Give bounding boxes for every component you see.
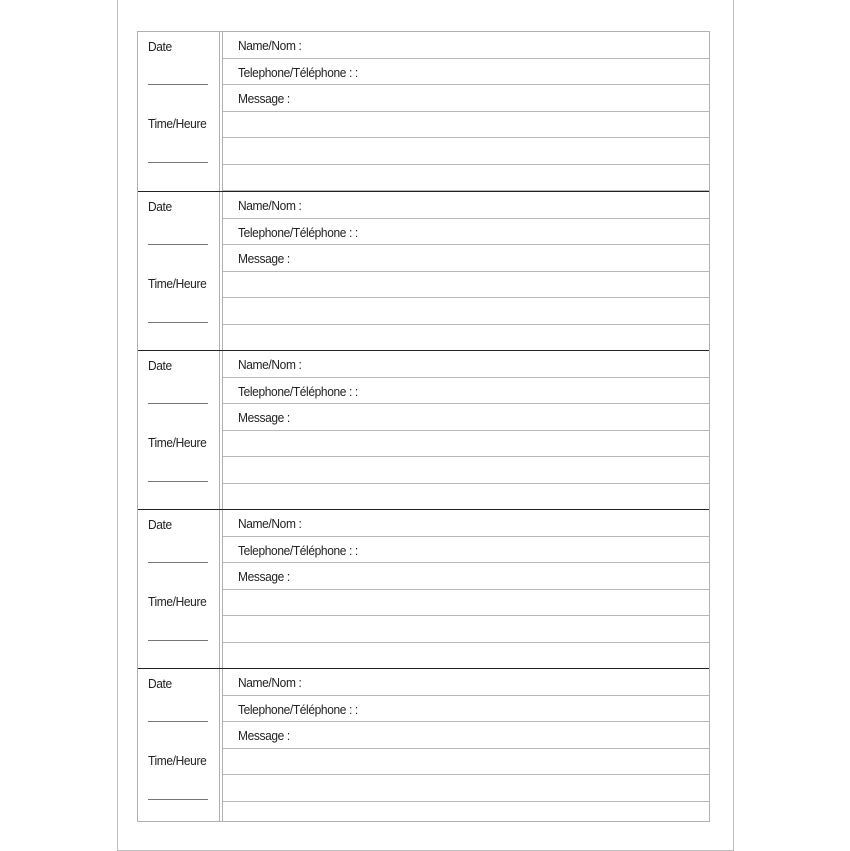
date-field[interactable] [148,84,208,85]
message-line[interactable] [223,590,709,617]
phone-label: Telephone/Téléphone : : [238,224,358,240]
message-line[interactable] [223,484,709,511]
date-time-column [138,192,219,351]
phone-field[interactable] [223,378,709,405]
time-label: Time/Heure [148,753,207,768]
date-field[interactable] [148,244,208,245]
message-field[interactable] [223,722,709,749]
time-field[interactable] [148,322,208,323]
time-field[interactable] [148,640,208,641]
message-line[interactable] [223,272,709,299]
message-entry [138,191,709,351]
message-line[interactable] [223,298,709,325]
phone-field[interactable] [223,219,709,246]
name-field[interactable] [223,32,709,59]
message-label: Message : [238,251,290,266]
message-line[interactable] [223,138,709,165]
name-field[interactable] [223,510,709,537]
message-entry [138,350,709,510]
date-field[interactable] [148,721,208,722]
message-line[interactable] [223,643,709,670]
name-field[interactable] [223,192,709,219]
date-field[interactable] [148,403,208,404]
date-label: Date [148,39,172,54]
phone-field[interactable] [223,696,709,723]
date-time-column [138,32,219,191]
phone-field[interactable] [223,59,709,86]
name-label: Name/Nom : [238,198,302,213]
date-label: Date [148,199,172,214]
message-entry [138,668,709,822]
message-line[interactable] [223,749,709,776]
name-field[interactable] [223,351,709,378]
date-label: Date [148,517,172,532]
message-field[interactable] [223,85,709,112]
date-field[interactable] [148,562,208,563]
message-line[interactable] [223,775,709,802]
message-label: Message : [238,569,290,584]
message-line[interactable] [223,325,709,352]
message-line[interactable] [223,457,709,484]
time-field[interactable] [148,162,208,163]
phone-field[interactable] [223,537,709,564]
message-entry [138,509,709,669]
date-time-column [138,669,219,822]
name-field[interactable] [223,669,709,696]
time-label: Time/Heure [148,435,207,450]
message-field[interactable] [223,563,709,590]
date-time-column [138,510,219,669]
message-line[interactable] [223,112,709,139]
phone-message-form [137,31,710,822]
message-entry [138,32,709,191]
time-label: Time/Heure [148,276,207,291]
message-label: Message : [238,91,290,106]
name-label: Name/Nom : [238,675,302,690]
message-label: Message : [238,728,290,743]
message-field[interactable] [223,404,709,431]
message-field[interactable] [223,245,709,272]
phone-label: Telephone/Téléphone : : [238,701,358,717]
phone-label: Telephone/Téléphone : : [238,64,358,80]
message-line[interactable] [223,165,709,192]
message-line[interactable] [223,616,709,643]
phone-label: Telephone/Téléphone : : [238,542,358,558]
phone-label: Telephone/Téléphone : : [238,383,358,399]
time-field[interactable] [148,799,208,800]
message-line[interactable] [223,802,709,823]
name-label: Name/Nom : [238,516,302,531]
message-label: Message : [238,410,290,425]
date-time-column [138,351,219,510]
name-label: Name/Nom : [238,38,302,53]
date-label: Date [148,358,172,373]
message-line[interactable] [223,431,709,458]
time-field[interactable] [148,481,208,482]
time-label: Time/Heure [148,116,207,131]
time-label: Time/Heure [148,594,207,609]
name-label: Name/Nom : [238,357,302,372]
date-label: Date [148,676,172,691]
